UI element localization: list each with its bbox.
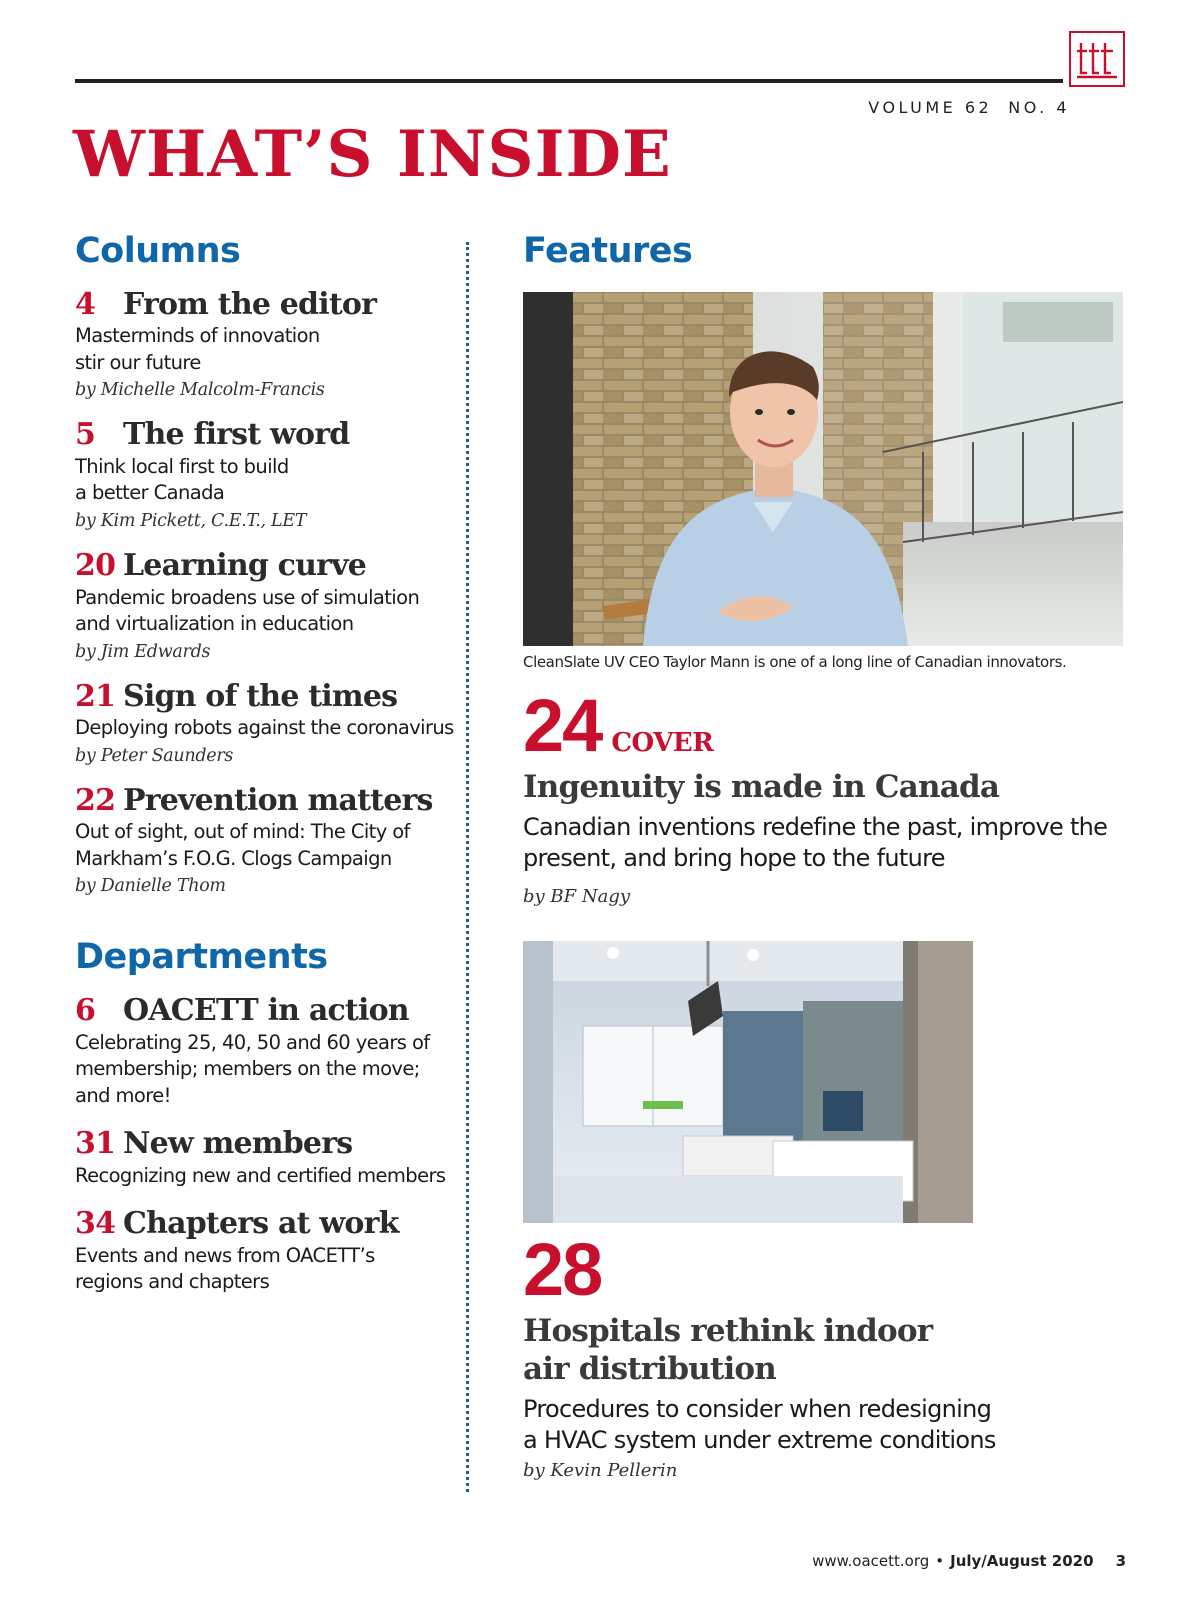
entry-description: Masterminds of innovation stir our future — [75, 324, 320, 374]
entry-description: Pandemic broadens use of simulation and virtualization in education — [75, 585, 420, 636]
toc-entry[interactable] — [75, 418, 455, 531]
entry-description: Events and news from OACETT’s regions and chapters — [75, 1243, 375, 1294]
entry-page: 4 — [75, 286, 96, 322]
photo-caption: CleanSlate UV CEO Taylor Mann is one of a long line of Canadian innovators. — [523, 652, 1067, 671]
entry-byline: by Michelle Malcolm-Francis — [75, 380, 325, 401]
header-rule — [75, 79, 1063, 83]
departments-heading: Departments — [75, 937, 328, 978]
entry-title: Chapters at work — [123, 1206, 399, 1242]
entry-page: 20 — [75, 548, 116, 583]
entry-title: The first word — [123, 417, 350, 453]
entry-byline: by Kim Pickett, C.E.T., LET — [75, 511, 307, 531]
entry-description: Think local first to build a better Canada — [75, 454, 289, 505]
footer-separator: • — [935, 1552, 945, 1570]
entry-byline: by Danielle Thom — [75, 876, 226, 897]
right-column — [523, 230, 1133, 1481]
entry-description: Recognizing new and certified members — [75, 1163, 446, 1187]
entry-byline: by Jim Edwards — [75, 641, 211, 662]
feature-photo-hospital — [523, 941, 973, 1223]
toc-entry[interactable] — [75, 549, 455, 662]
entry-title: Learning curve — [123, 548, 367, 583]
entry-title: New members — [123, 1126, 353, 1162]
toc-entry[interactable] — [75, 680, 455, 766]
feature-byline: by Kevin Pellerin — [523, 1460, 678, 1482]
toc-entry[interactable] — [75, 994, 455, 1109]
cover-label: COVER — [611, 727, 714, 758]
entry-title: From the editor — [123, 286, 377, 322]
feature-title: Hospitals rethink indoor air distribution — [523, 1313, 933, 1387]
entry-page: 34 — [75, 1206, 116, 1242]
entry-page: 5 — [75, 417, 96, 453]
page-number: 3 — [1115, 1552, 1126, 1570]
page-footer — [812, 1552, 1126, 1570]
page-title: WHAT’S INSIDE — [73, 117, 672, 192]
feature-description: Canadian inventions redefine the past, improve the present, and bring hope to the future — [523, 812, 1108, 873]
feature-photo-portrait — [523, 292, 1123, 646]
toc-entry[interactable] — [75, 1207, 455, 1296]
toc-entry[interactable] — [75, 784, 455, 897]
entry-description: Celebrating 25, 40, 50 and 60 years of membership; members on the move; and more! — [75, 1030, 430, 1107]
feature-entry[interactable] — [523, 1228, 1133, 1482]
left-column — [75, 230, 455, 1296]
entry-description: Out of sight, out of mind: The City of Markham’s F.O.G. Clogs Campaign — [75, 820, 410, 870]
issue-date: July/August 2020 — [950, 1552, 1094, 1570]
feature-title: Ingenuity is made in Canada — [523, 768, 1000, 805]
issue-number: NO. 4 — [1008, 98, 1070, 117]
entry-title: OACETT in action — [123, 993, 409, 1029]
feature-description: Procedures to consider when redesigning a HVAC system under extreme conditions — [523, 1394, 996, 1454]
entry-title: Sign of the times — [123, 678, 398, 714]
entry-page: 31 — [75, 1126, 116, 1162]
entry-title: Prevention matters — [123, 782, 433, 818]
entry-page: 21 — [75, 678, 116, 714]
issue-info — [868, 98, 1070, 117]
volume-label: VOLUME 62 — [868, 98, 993, 117]
feature-page: 28 — [523, 1228, 602, 1312]
ttt-logo-icon — [1069, 31, 1125, 87]
column-divider — [466, 242, 469, 1492]
entry-byline: by Peter Saunders — [75, 745, 234, 766]
feature-entry[interactable] — [523, 683, 1133, 908]
features-heading: Features — [523, 231, 693, 271]
feature-page: 24 — [523, 683, 602, 767]
feature-byline: by BF Nagy — [523, 886, 631, 908]
toc-entry[interactable] — [75, 1127, 455, 1189]
columns-heading: Columns — [75, 231, 241, 271]
toc-entry[interactable] — [75, 288, 455, 401]
entry-page: 22 — [75, 782, 116, 818]
entry-description: Deploying robots against the coronavirus — [75, 716, 454, 740]
entry-page: 6 — [75, 993, 96, 1029]
website-link[interactable]: www.oacett.org — [812, 1552, 930, 1570]
